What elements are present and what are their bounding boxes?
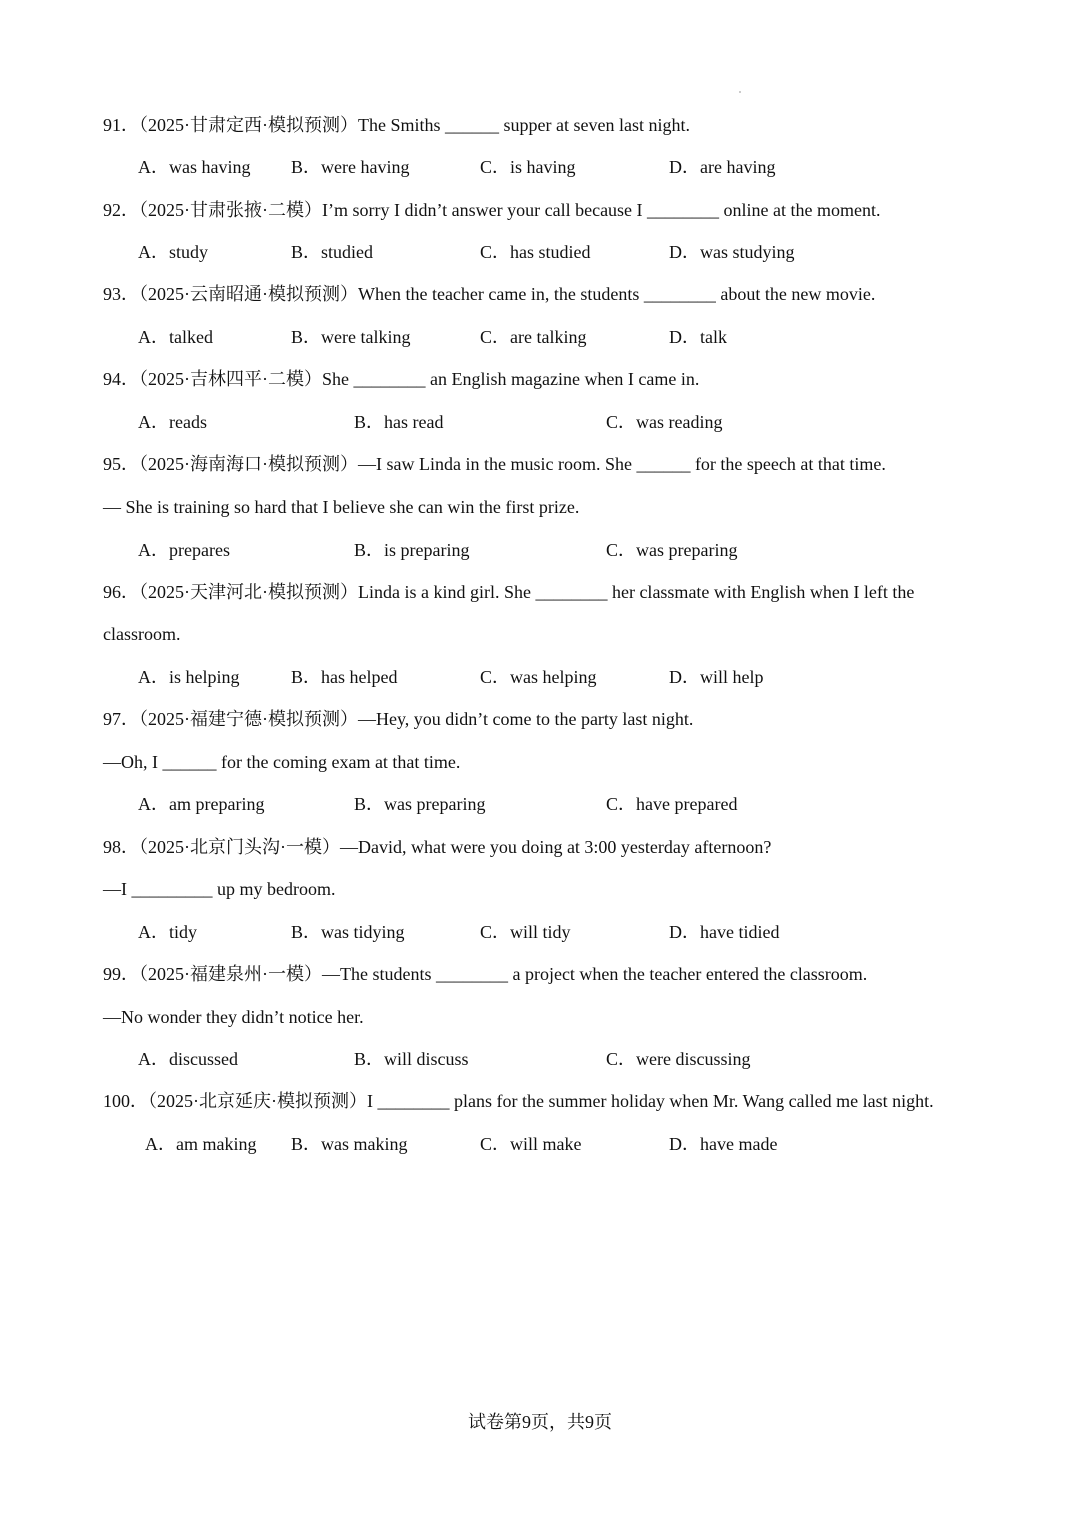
question-91-text: 91．（2025·甘肃定西·模拟预测）The Smiths ______ supper at seven last night.	[103, 115, 690, 135]
question-100-text: 100．（2025·北京延庆·模拟预测）I ________ plans for the summer holiday when Mr. Wang called me last night.	[103, 1091, 934, 1111]
q92-option-d: D．was studying	[669, 242, 795, 262]
question-97-text: 97．（2025·福建宁德·模拟预测）—Hey, you didn’t come to the party last night.	[103, 709, 694, 729]
q94-option-a: A．reads	[138, 412, 207, 432]
q91-option-d: D．are having	[669, 157, 776, 177]
q100-option-a: A．am making	[145, 1134, 257, 1154]
question-96-text: 96．（2025·天津河北·模拟预测）Linda is a kind girl. She ________ her classmate with English when I left the	[103, 582, 915, 602]
q96-option-a: A．is helping	[138, 667, 240, 687]
q96-option-c: C．was helping	[480, 667, 597, 687]
q95-option-b: B．is preparing	[354, 540, 470, 560]
question-93-text: 93．（2025·云南昭通·模拟预测）When the teacher came in, the students ________ about the new movie.	[103, 284, 876, 304]
scan-speck	[739, 91, 741, 93]
question-94-text: 94．（2025·吉林四平·二模）She ________ an English magazine when I came in.	[103, 369, 700, 389]
q98-option-c: C．will tidy	[480, 922, 571, 942]
q98-option-b: B．was tidying	[291, 922, 405, 942]
q91-option-a: A．was having	[138, 157, 251, 177]
q96-option-d: D．will help	[669, 667, 764, 687]
q96-option-b: B．has helped	[291, 667, 398, 687]
q100-option-b: B．was making	[291, 1134, 408, 1154]
q97-option-c: C．have prepared	[606, 794, 738, 814]
q93-option-a: A．talked	[138, 327, 213, 347]
question-99-text-line-2: —No wonder they didn’t notice her.	[103, 1007, 364, 1027]
q91-option-c: C．is having	[480, 157, 576, 177]
q100-option-c: C．will make	[480, 1134, 582, 1154]
q95-option-a: A．prepares	[138, 540, 230, 560]
q91-option-b: B．were having	[291, 157, 410, 177]
question-99-text: 99．（2025·福建泉州·一模）—The students ________ a project when the teacher entered the classroom.	[103, 964, 868, 984]
question-95-text-line-2: — She is training so hard that I believe she can win the first prize.	[103, 497, 580, 517]
q99-option-b: B．will discuss	[354, 1049, 469, 1069]
q92-option-c: C．has studied	[480, 242, 591, 262]
q94-option-b: B．has read	[354, 412, 444, 432]
q97-option-b: B．was preparing	[354, 794, 486, 814]
q94-option-c: C．was reading	[606, 412, 723, 432]
q99-option-c: C．were discussing	[606, 1049, 751, 1069]
q100-option-d: D．have made	[669, 1134, 778, 1154]
q92-option-b: B．studied	[291, 242, 374, 262]
question-97-text-line-2: —Oh, I ______ for the coming exam at that time.	[103, 752, 461, 772]
q97-option-a: A．am preparing	[138, 794, 265, 814]
q92-option-a: A．study	[138, 242, 209, 262]
page-footer: 试卷第9页，共9页	[468, 1412, 612, 1432]
question-98-text: 98．（2025·北京门头沟·一模）—David, what were you doing at 3:00 yesterday afternoon?	[103, 837, 772, 857]
question-95-text: 95．（2025·海南海口·模拟预测）—I saw Linda in the music room. She ______ for the speech at that time.	[103, 454, 886, 474]
q99-option-a: A．discussed	[138, 1049, 238, 1069]
question-92-text: 92．（2025·甘肃张掖·二模）I’m sorry I didn’t answer your call because I ________ online at the moment.	[103, 200, 881, 220]
question-98-text-line-2: —I _________ up my bedroom.	[103, 879, 336, 899]
q93-option-d: D．talk	[669, 327, 727, 347]
q93-option-c: C．are talking	[480, 327, 587, 347]
q98-option-a: A．tidy	[138, 922, 198, 942]
q98-option-d: D．have tidied	[669, 922, 780, 942]
q93-option-b: B．were talking	[291, 327, 411, 347]
q95-option-c: C．was preparing	[606, 540, 738, 560]
question-96-text-line-2: classroom.	[103, 624, 181, 644]
